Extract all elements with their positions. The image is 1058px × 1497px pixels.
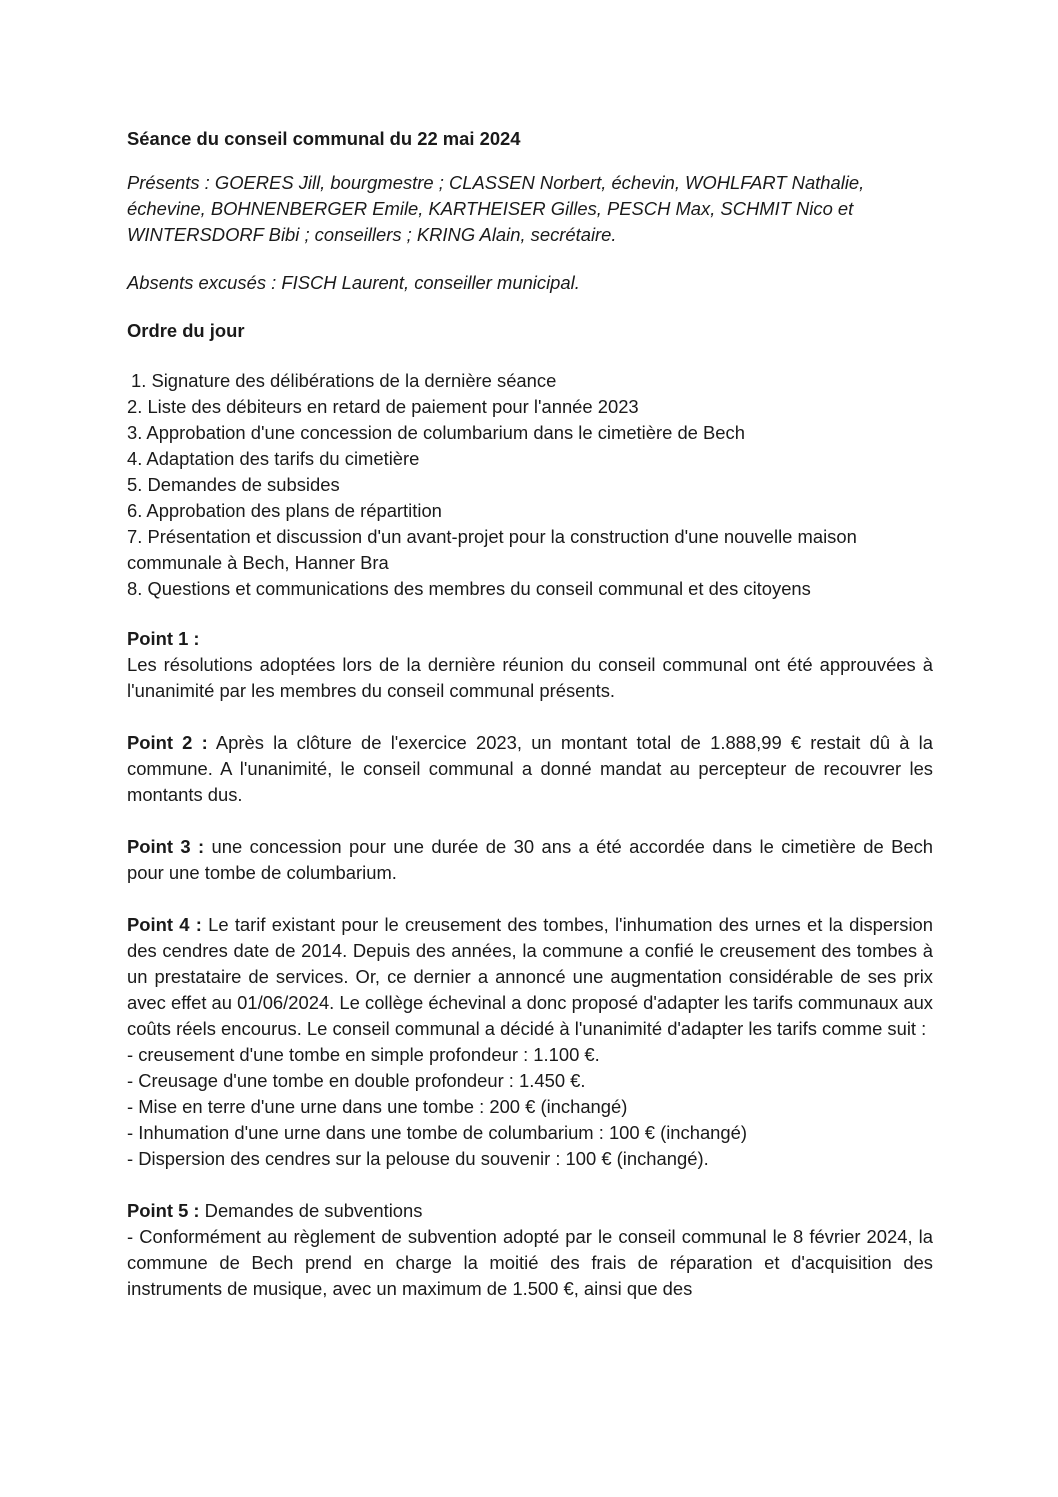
point-4-text: Le tarif existant pour le creusement des tombes, l'inhumation des urnes et la dispersion des cendres date de 2014. Depuis des années, la commune a confié le creusement des tombes à un prestataire de services. Or, ce dernier a annoncé une augmentation considérable de ses prix avec effet au 01/06/2024. Le collège échevinal a donc proposé d'adapter les tarifs communaux aux coûts réels encourus. Le conseil communal a décidé à l'unanimité d'adapter les tarifs comme suit :	[127, 914, 933, 1039]
tariff-item: - Inhumation d'une urne dans une tombe de columbarium : 100 € (inchangé)	[127, 1122, 747, 1143]
attendees-absent: Absents excusés : FISCH Laurent, conseiller municipal.	[127, 272, 580, 293]
tariff-item: - Creusage d'une tombe en double profondeur : 1.450 €.	[127, 1070, 586, 1091]
agenda-heading: Ordre du jour	[127, 320, 245, 341]
point-2-text: Après la clôture de l'exercice 2023, un montant total de 1.888,99 € restait dû à la commune. A l'unanimité, le conseil communal a donné mandat au percepteur de recouvrer les montants dus.	[127, 732, 933, 805]
agenda-item: 3. Approbation d'une concession de columbarium dans le cimetière de Bech	[127, 422, 745, 443]
agenda-item: 1. Signature des délibérations de la dernière séance	[131, 370, 557, 391]
point-1-label: Point 1 :	[127, 628, 200, 649]
tariff-item: - Mise en terre d'une urne dans une tombe : 200 € (inchangé)	[127, 1096, 628, 1117]
point-5-text: - Conformément au règlement de subvention adopté par le conseil communal le 8 février 2024, la commune de Bech prend en charge la moitié des frais de réparation et d'acquisition des instruments de musique, avec un maximum de 1.500 €, ainsi que des	[127, 1226, 933, 1299]
point-2	[127, 730, 933, 808]
point-4-label: Point 4 :	[127, 914, 202, 935]
point-5-subtitle: Demandes de subventions	[204, 1200, 423, 1221]
point-3-text: une concession pour une durée de 30 ans a été accordée dans le cimetière de Bech pour une tombe de columbarium.	[127, 836, 933, 883]
point-1	[127, 626, 933, 704]
agenda-item: 8. Questions et communications des membres du conseil communal et des citoyens	[127, 578, 811, 599]
agenda-item: 4. Adaptation des tarifs du cimetière	[127, 448, 420, 469]
point-3	[127, 834, 933, 886]
agenda-item: 6. Approbation des plans de répartition	[127, 500, 442, 521]
tariff-item: - Dispersion des cendres sur la pelouse du souvenir : 100 € (inchangé).	[127, 1148, 709, 1169]
point-4	[127, 912, 933, 1172]
agenda-item: 7. Présentation et discussion d'un avant-projet pour la construction d'une nouvelle maison communale à Bech, Hanner Bra	[127, 526, 857, 573]
point-5-label: Point 5 :	[127, 1200, 200, 1221]
tariff-item: - creusement d'une tombe en simple profondeur : 1.100 €.	[127, 1044, 600, 1065]
agenda-list	[127, 368, 933, 602]
agenda-item: 2. Liste des débiteurs en retard de paiement pour l'année 2023	[127, 396, 639, 417]
document-page	[127, 126, 933, 1328]
point-1-text: Les résolutions adoptées lors de la dernière réunion du conseil communal ont été approuvées à l'unanimité par les membres du conseil communal présents.	[127, 654, 933, 701]
tariff-list	[127, 1042, 933, 1172]
point-2-label: Point 2 :	[127, 732, 208, 753]
point-3-label: Point 3 :	[127, 836, 205, 857]
attendees-present: Présents : GOERES Jill, bourgmestre ; CLASSEN Norbert, échevin, WOHLFART Nathalie, échevine, BOHNENBERGER Emile, KARTHEISER Gilles, PESCH Max, SCHMIT Nico et WINTERSDORF Bibi ; conseillers ; KRING Alain, secrétaire.	[127, 172, 865, 245]
agenda-item: 5. Demandes de subsides	[127, 474, 340, 495]
document-title: Séance du conseil communal du 22 mai 2024	[127, 128, 521, 149]
point-5	[127, 1198, 933, 1302]
